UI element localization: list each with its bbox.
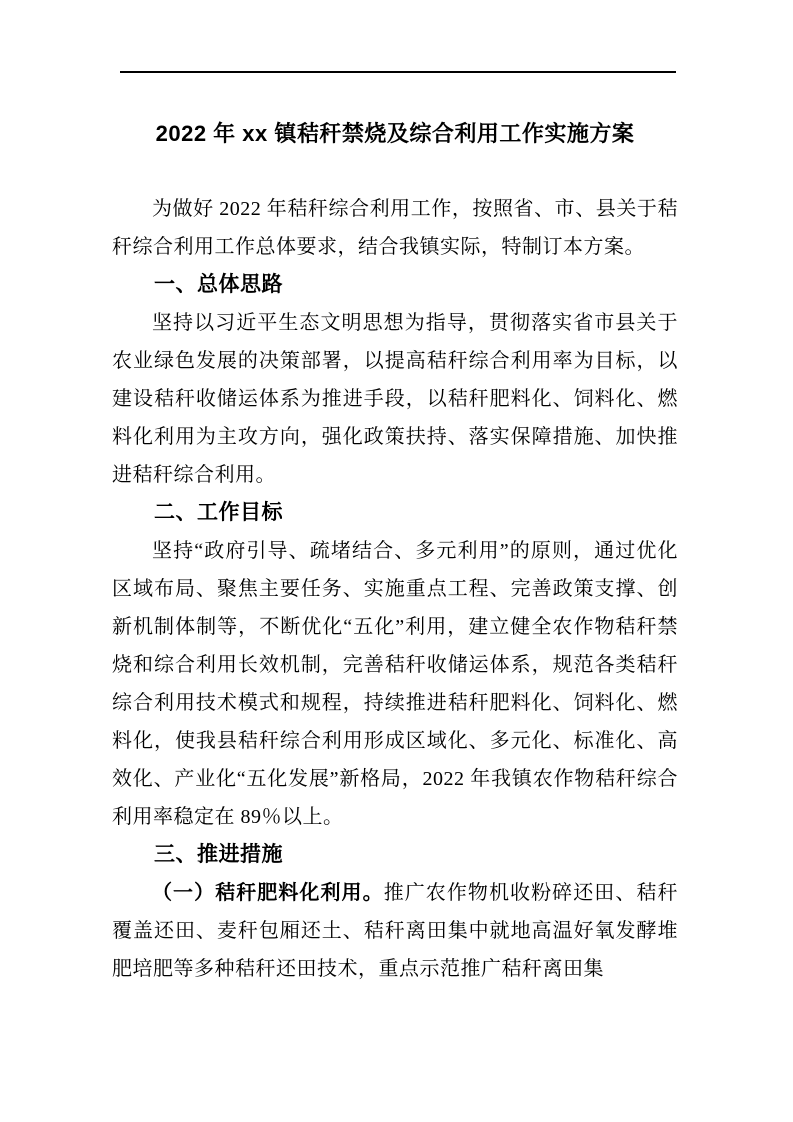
document-content <box>112 112 678 988</box>
section-paragraph-work-goals: 坚持“政府引导、疏堵结合、多元利用”的原则，通过优化区域布局、聚焦主要任务、实施重点工程、完善政策支撑、创新机制体制等，不断优化“五化”利用，建立健全农作物秸秆禁烧和综合利用长效机制，完善秸秆收储运体系，规范各类秸秆综合利用技术模式和规程，持续推进秸秆肥料化、饲料化、燃料化，使我县秸秆综合利用形成区域化、多元化、标准化、高效化、产业化“五化发展”新格局，2022 年我镇农作物秸秆综合利用率稳定在 89％以上。 <box>112 540 678 828</box>
header-rule-divider <box>120 71 676 73</box>
section-heading-promotion-measures: 三、推进措施 <box>154 843 283 866</box>
section-paragraph-overall-approach: 坚持以习近平生态文明思想为指导，贯彻落实省市县关于农业绿色发展的决策部署，以提高秸秆综合利用率为目标，以建设秸秆收储运体系为推进手段，以秸秆肥料化、饲料化、燃料化利用为主攻方向，强化政策扶持、落实保障措施、加快推进秸秆综合利用。 <box>112 312 678 486</box>
document-title: 2022 年 xx 镇秸秆禁烧及综合利用工作实施方案 <box>155 121 635 146</box>
subsection-body-fertilizer-use: 推广农作物机收粉碎还田、秸秆覆盖还田、麦秆包厢还土、秸秆离田集中就地高温好氧发酵堆肥培肥等多种秸秆还田技术，重点示范推广秸秆离田集 <box>112 882 678 980</box>
subsection-lead-fertilizer-use: （一）秸秆肥料化利用。 <box>152 882 384 904</box>
section-heading-overall-approach: 一、总体思路 <box>154 273 283 296</box>
subsection-paragraph-fertilizer-use <box>112 874 678 988</box>
intro-paragraph: 为做好 2022 年秸秆综合利用工作，按照省、市、县关于秸秆综合利用工作总体要求，结合我镇实际，特制订本方案。 <box>112 198 678 258</box>
section-heading-work-goals: 二、工作目标 <box>154 501 283 524</box>
